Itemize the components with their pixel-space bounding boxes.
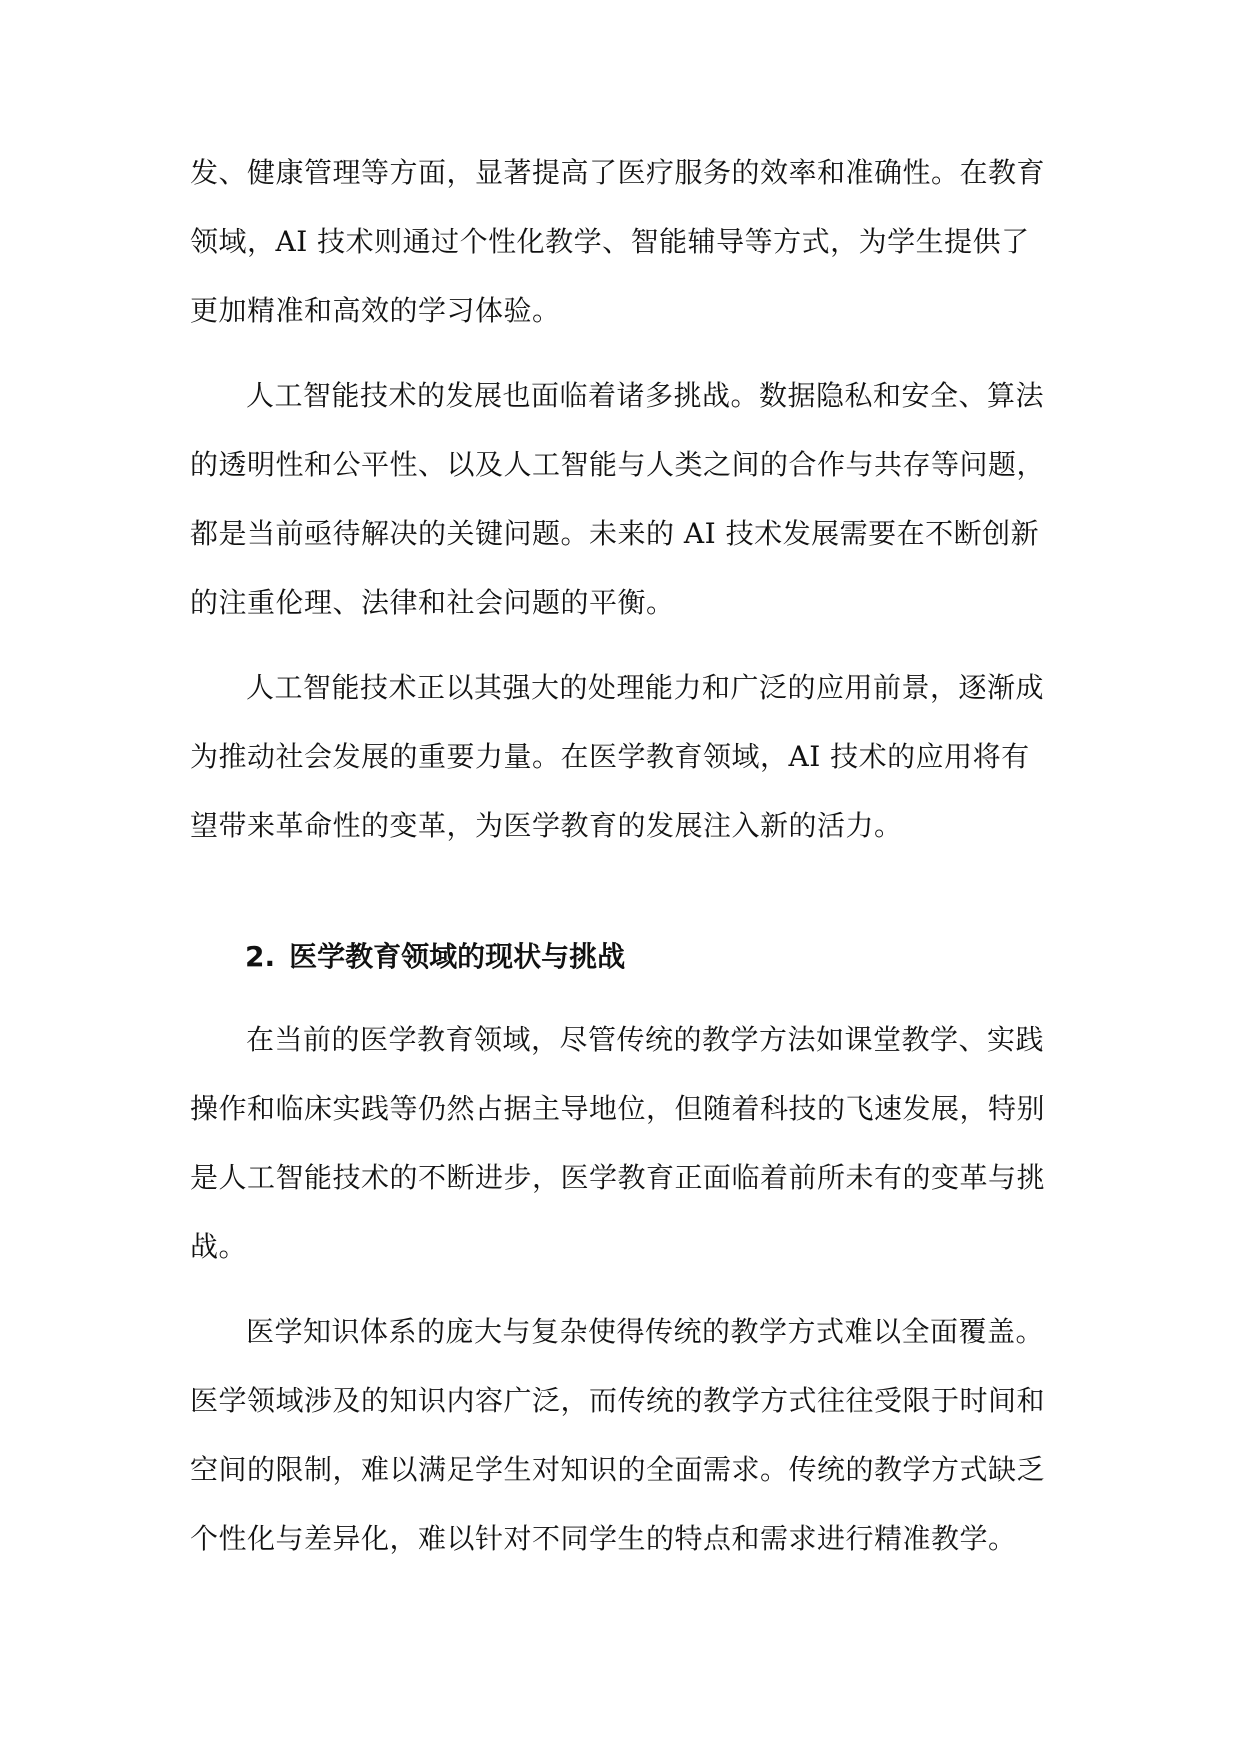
paragraph-line: 更加精准和高效的学习体验。	[190, 294, 561, 327]
paragraph-line: 是人工智能技术的不断进步，医学教育正面临着前所未有的变革与挑	[190, 1161, 1046, 1194]
paragraph-line: 领域，AI 技术则通过个性化教学、智能辅导等方式，为学生提供了	[190, 225, 1030, 258]
paragraph-line: 都是当前亟待解决的关键问题。未来的 AI 技术发展需要在不断创新	[190, 517, 1040, 550]
paragraph-line: 医学领域涉及的知识内容广泛，而传统的教学方式往往受限于时间和	[190, 1384, 1046, 1417]
paragraph-line: 为推动社会发展的重要力量。在医学教育领域，AI 技术的应用将有	[190, 740, 1030, 773]
paragraph-line: 望带来革命性的变革，为医学教育的发展注入新的活力。	[190, 809, 903, 842]
paragraph-line: 在当前的医学教育领域，尽管传统的教学方法如课堂教学、实践	[246, 1023, 1045, 1056]
paragraph-line: 医学知识体系的庞大与复杂使得传统的教学方式难以全面覆盖。	[246, 1315, 1045, 1348]
paragraph-line: 战。	[190, 1230, 248, 1263]
section-heading	[245, 937, 625, 977]
paragraph-line: 发、健康管理等方面，显著提高了医疗服务的效率和准确性。在教育	[190, 156, 1046, 189]
paragraph-line: 的注重伦理、法律和社会问题的平衡。	[190, 586, 675, 619]
paragraph-line: 人工智能技术的发展也面临着诸多挑战。数据隐私和安全、算法	[246, 379, 1045, 412]
section-title: 医学教育领域的现状与挑战	[289, 940, 626, 973]
paragraph-line: 人工智能技术正以其强大的处理能力和广泛的应用前景，逐渐成	[246, 671, 1045, 704]
paragraph-line: 操作和临床实践等仍然占据主导地位，但随着科技的飞速发展，特别	[190, 1092, 1046, 1125]
paragraph-line: 个性化与差异化，难以针对不同学生的特点和需求进行精准教学。	[190, 1522, 1017, 1555]
paragraph-line: 空间的限制，难以满足学生对知识的全面需求。传统的教学方式缺乏	[190, 1453, 1046, 1486]
paragraph-line: 的透明性和公平性、以及人工智能与人类之间的合作与共存等问题，	[190, 448, 1046, 481]
section-number: 2.	[245, 940, 276, 973]
